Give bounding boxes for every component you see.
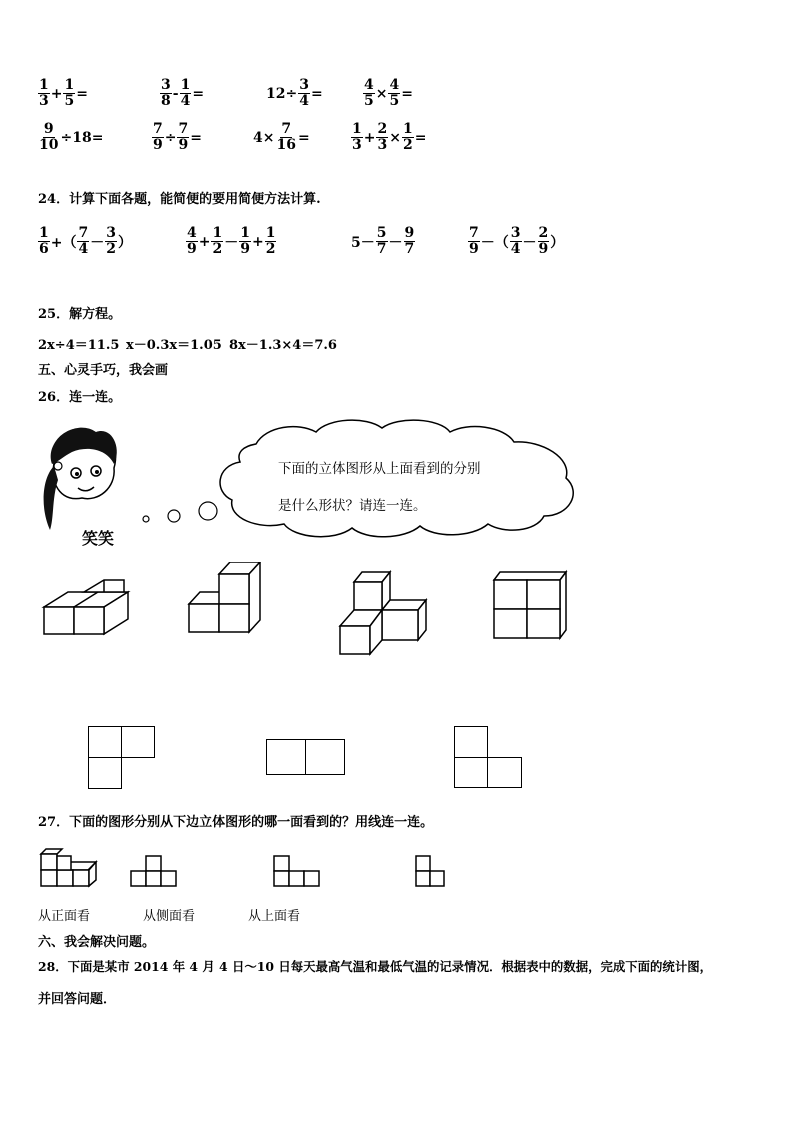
thought-cloud-shape bbox=[220, 420, 573, 537]
solid-figure-1 bbox=[44, 580, 128, 634]
calc-1-3: 12÷ $\frac{3}{4}$ = bbox=[266, 77, 323, 109]
bubble-text-line-1: 下面的立体图形从上面看到的分别 bbox=[278, 461, 481, 477]
view-shape-2 bbox=[266, 739, 346, 775]
q27-figures bbox=[38, 844, 458, 894]
calc-2-2: $\frac{7}{9}$ ÷ $\frac{7}{9}$ = bbox=[153, 121, 202, 153]
q24-expr-4: $\frac{7}{9}$ －（ $\frac{3}{4}$ － $\frac{2}{9}$ ） bbox=[469, 225, 565, 257]
q27-label-top: 从上面看 bbox=[248, 909, 301, 924]
thought-dot-medium bbox=[168, 510, 180, 522]
view-shape-1 bbox=[88, 726, 158, 790]
view-shape-3 bbox=[454, 726, 524, 788]
calc-1-2: $\frac{3}{8}$ - $\frac{1}{4}$ = bbox=[161, 77, 205, 109]
character-name-label: 笑笑 bbox=[82, 529, 115, 548]
thought-dot-small bbox=[143, 516, 149, 522]
q27-solid-figure bbox=[41, 849, 96, 886]
q26-solid-figures bbox=[40, 562, 580, 662]
q24-expr-3: 5－ $\frac{5}{7}$ － $\frac{9}{7}$ bbox=[351, 225, 415, 257]
calc-2-4: $\frac{1}{3}$ + $\frac{2}{3}$ × $\frac{1}{2}$ = bbox=[352, 121, 427, 153]
calc-1-1: $\frac{1}{3}$ + $\frac{1}{5}$ = bbox=[39, 77, 88, 109]
q28-text-line-2: 并回答问题． bbox=[38, 992, 117, 1007]
q25-title: 25．解方程。 bbox=[38, 307, 122, 322]
q24-expr-2: $\frac{4}{9}$ + $\frac{1}{2}$ － $\frac{1}{9}$ + $\frac{1}{2}$ bbox=[187, 225, 276, 257]
q27-view-shape-1 bbox=[131, 856, 176, 886]
calc-2-1: $\frac{9}{10}$ ÷18= bbox=[39, 121, 104, 153]
girl-face-icon bbox=[44, 428, 117, 530]
bubble-text-line-2: 是什么形状？请连一连。 bbox=[278, 498, 427, 514]
q27-label-front: 从正面看 bbox=[38, 909, 91, 924]
thought-dot-large bbox=[199, 502, 217, 520]
solid-figure-3 bbox=[340, 572, 426, 654]
solid-figure-2 bbox=[189, 562, 260, 632]
section-6-heading: 六、我会解决问题。 bbox=[38, 935, 156, 950]
q26-title: 26．连一连。 bbox=[38, 390, 122, 405]
calc-1-4: $\frac{4}{5}$ × $\frac{4}{5}$ = bbox=[364, 77, 413, 109]
q27-label-side: 从侧面看 bbox=[143, 909, 196, 924]
q27-title: 27．下面的图形分别从下边立体图形的哪一面看到的？用线连一连。 bbox=[38, 815, 434, 830]
q24-expr-1: $\frac{1}{6}$ +（ $\frac{7}{4}$ － $\frac{3}{2}$ ） bbox=[39, 225, 132, 257]
thought-bubble-illustration bbox=[36, 418, 586, 550]
q25-equation-2: x－0.3x＝1.05 bbox=[126, 338, 222, 353]
q27-view-shape-2 bbox=[274, 856, 319, 886]
solid-figure-4 bbox=[494, 572, 566, 638]
q25-equation-1: 2x÷4＝11.5 bbox=[38, 338, 120, 353]
q24-title: 24．计算下面各题，能简便的要用简便方法计算. bbox=[38, 192, 321, 207]
q28-text-line-1: 28．下面是某市 2014 年 4 月 4 日～10 日每天最高气温和最低气温的记录情况．根据表中的数据，完成下面的统计图， bbox=[38, 959, 712, 974]
q25-equation-3: 8x－1.3×4＝7.6 bbox=[229, 338, 337, 353]
q27-view-shape-3 bbox=[416, 856, 444, 886]
calc-2-3: 4× $\frac{7}{16}$ = bbox=[253, 121, 310, 153]
section-5-heading: 五、心灵手巧，我会画 bbox=[38, 363, 169, 378]
